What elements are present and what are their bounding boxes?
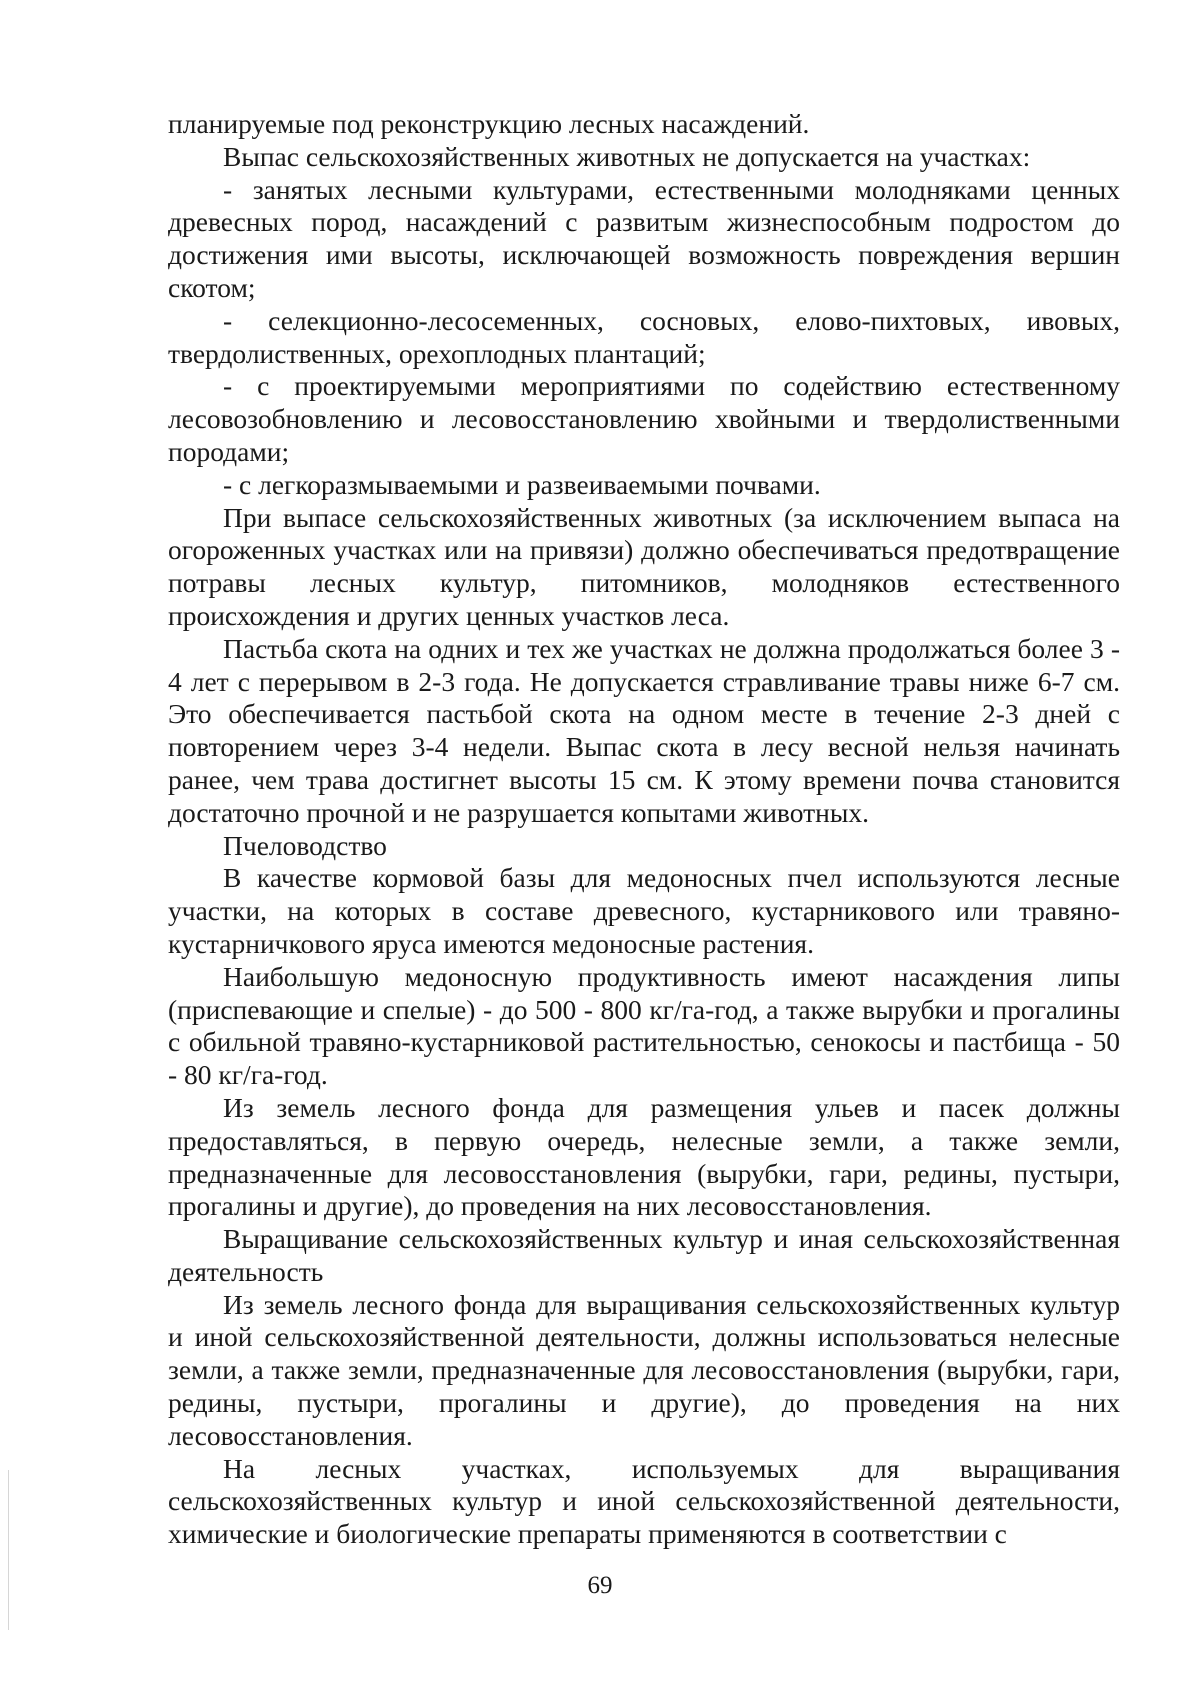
list-item-forest-cultures: - занятых лесными культурами, естественными молодняками ценных древесных пород, насаждений с развитым жизнеспособным подростом до достижения ими высоты, исключающей возможность повреждения вершин скотом; <box>168 173 1120 303</box>
document-body <box>168 108 1120 1551</box>
list-item-plantations: - селекционно-лесосеменных, сосновых, елово-пихтовых, ивовых, твердолиственных, орехоплодных плантаций; <box>168 304 1120 369</box>
page-number: 69 <box>587 1572 613 1599</box>
paragraph-forage-base: В качестве кормовой базы для медоносных пчел используются лесные участки, на которых в составе древесного, кустарникового или травяно-кустарничкового яруса имеются медоносные растения. <box>168 862 1120 959</box>
scan-edge-mark <box>8 1470 9 1630</box>
section-heading-agriculture: Выращивание сельскохозяйственных культур и иная сельскохозяйственная деятельность <box>168 1223 1120 1287</box>
paragraph-apiary-lands: Из земель лесного фонда для размещения ульев и пасек должны предоставляться, в первую очередь, нелесные земли, а также земли, предназначенные для лесовосстановления (вырубки, гари, редины, пустыри, прогалины и другие), до проведения на них лесовосстановления. <box>168 1091 1120 1222</box>
section-heading-beekeeping: Пчеловодство <box>223 829 387 861</box>
paragraph-chemical-preparations: На лесных участках, используемых для выращивания сельскохозяйственных культур и иной сельскохозяйственной деятельности, химические и биологические препараты применяются в соответствии с <box>168 1452 1120 1550</box>
paragraph-pasture-rotation: Пастьба скота на одних и тех же участках не должна продолжаться более 3 - 4 лет с перерывом в 2-3 года. Не допускается стравливание травы ниже 6-7 см. Это обеспечивается пастьбой скота на одном месте в течение 2-3 дней с повторением через 3-4 недели. Выпас скота в лесу весной нельзя начинать ранее, чем трава достигнет высоты 15 см. К этому времени почва становится достаточно прочной и не разрушается копытами животных. <box>168 632 1120 828</box>
paragraph-continuation: планируемые под реконструкцию лесных насаждений. <box>168 108 810 139</box>
list-item-erodible-soils: - с легкоразмываемыми и развеиваемыми почвами. <box>223 468 821 500</box>
list-item-reforestation-measures: - с проектируемыми мероприятиями по содействию естественному лесовозобновлению и лесовосстановлению хвойными и твердолиственными породами; <box>168 370 1120 467</box>
paragraph-agriculture-lands: Из земель лесного фонда для выращивания сельскохозяйственных культур и иной сельскохозяйственной деятельности, должны использоваться нелесные земли, а также земли, предназначенные для лесовосстановления (вырубки, гари, редины, пустыри, прогалины и другие), до проведения на них лесовосстановления. <box>168 1288 1120 1451</box>
paragraph-honey-productivity: Наибольшую медоносную продуктивность имеют насаждения липы (приспевающие и спелые) - до 500 - 800 кг/га-год, а также вырубки и прогалины с обильной травяно-кустарниковой растительностью, сенокосы и пастбища - 50 - 80 кг/га-год. <box>168 960 1120 1091</box>
paragraph-grazing-restrictions: Выпас сельскохозяйственных животных не допускается на участках: <box>223 140 1031 172</box>
paragraph-grazing-prevention: При выпасе сельскохозяйственных животных (за исключением выпаса на огороженных участках или на привязи) должно обеспечиваться предотвращение потравы лесных культур, питомников, молодняков естественного происхождения и других ценных участков леса. <box>168 501 1120 631</box>
